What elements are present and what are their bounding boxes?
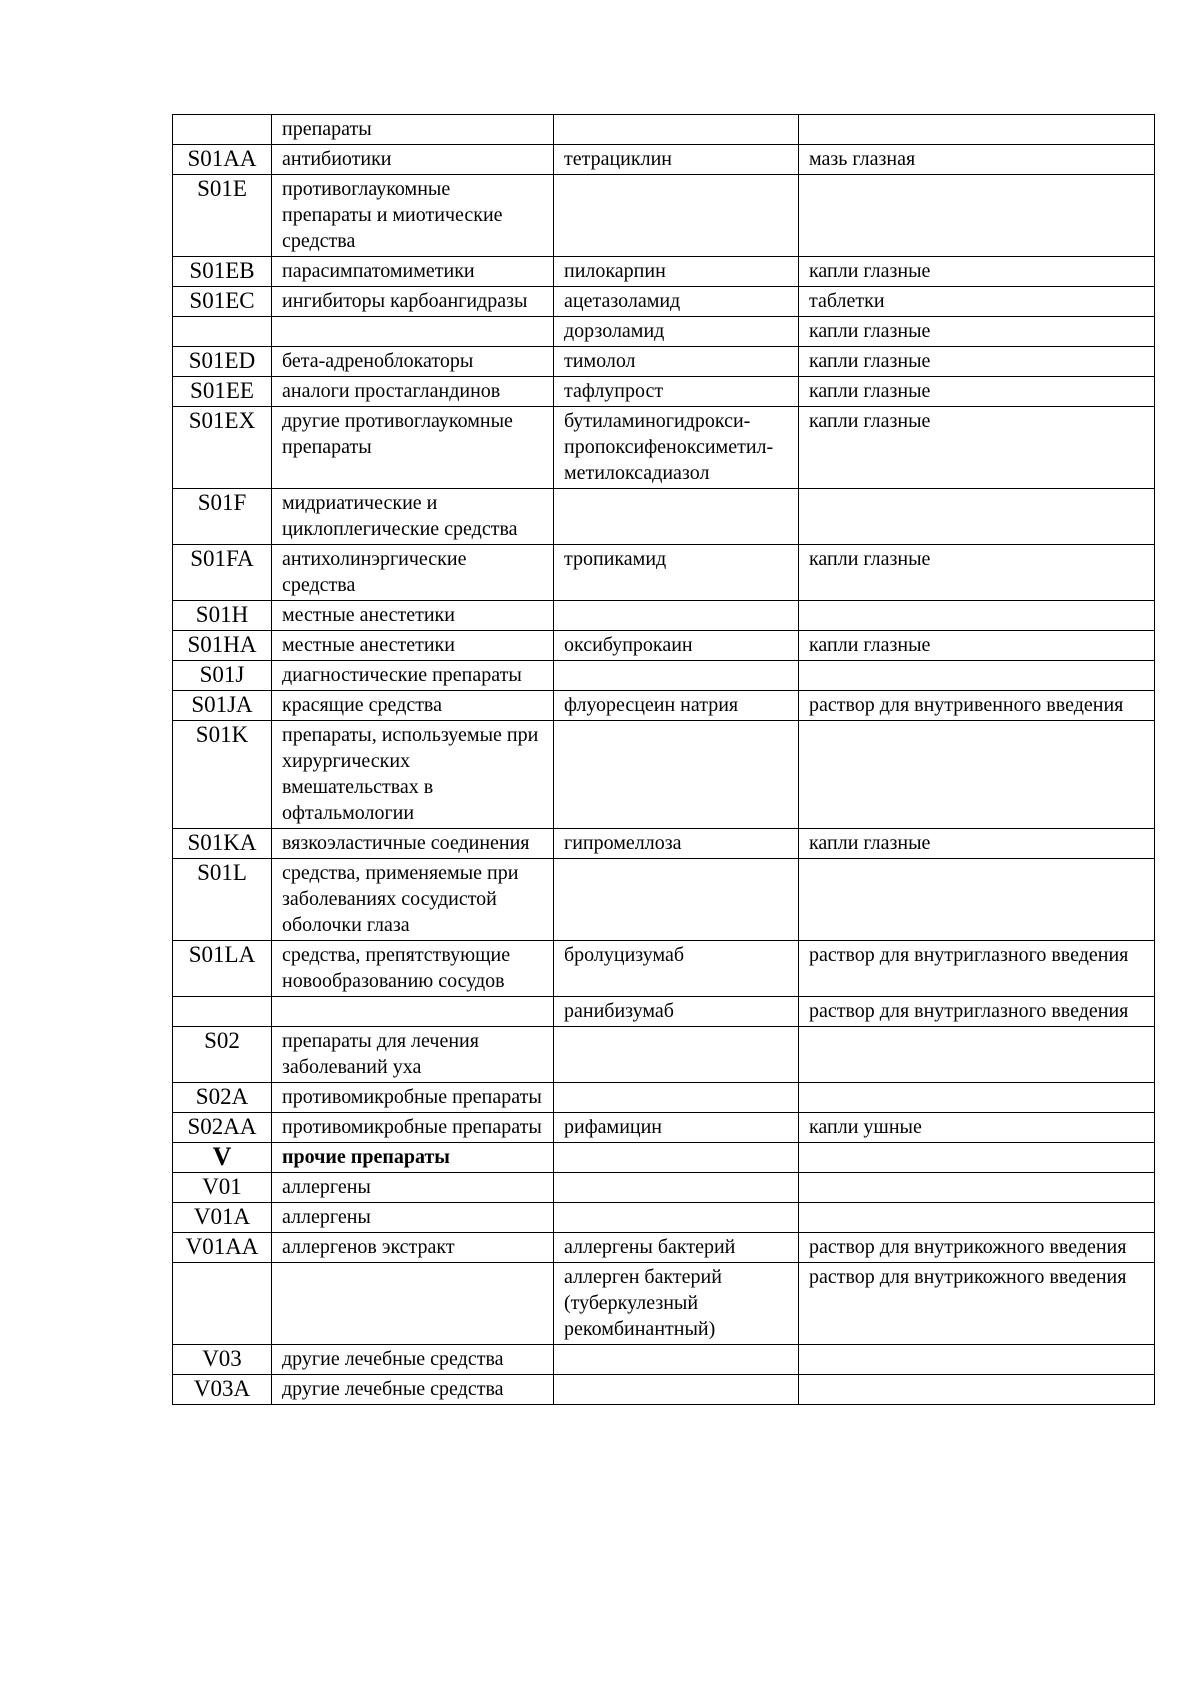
group-name-cell: аллергенов экстракт bbox=[272, 1233, 554, 1263]
group-name-cell: противомикробные препараты bbox=[272, 1113, 554, 1143]
group-name-cell: другие противоглаукомные препараты bbox=[272, 407, 554, 489]
dosage-form-cell: таблетки bbox=[799, 287, 1155, 317]
dosage-form-cell: капли глазные bbox=[799, 829, 1155, 859]
drug-name-cell: рифамицин bbox=[554, 1113, 799, 1143]
dosage-form-cell: раствор для внутрикожного введения bbox=[799, 1233, 1155, 1263]
dosage-form-cell: раствор для внутривенного введения bbox=[799, 691, 1155, 721]
table-row bbox=[173, 377, 1155, 407]
dosage-form-cell bbox=[799, 1143, 1155, 1173]
group-name-cell: препараты, используемые при хирургических вмешательствах в офтальмологии bbox=[272, 721, 554, 829]
dosage-form-cell: раствор для внутрикожного введения bbox=[799, 1263, 1155, 1345]
dosage-form-cell bbox=[799, 1203, 1155, 1233]
group-name-cell: противомикробные препараты bbox=[272, 1083, 554, 1113]
table-row bbox=[173, 661, 1155, 691]
table-row bbox=[173, 175, 1155, 257]
table-row bbox=[173, 941, 1155, 997]
atc-code-cell bbox=[173, 997, 272, 1027]
drug-name-cell: гипромеллоза bbox=[554, 829, 799, 859]
table-row bbox=[173, 545, 1155, 601]
group-name-cell: вязкоэластичные соединения bbox=[272, 829, 554, 859]
table-row bbox=[173, 631, 1155, 661]
group-name-cell: местные анестетики bbox=[272, 631, 554, 661]
dosage-form-cell bbox=[799, 115, 1155, 145]
dosage-form-cell bbox=[799, 1375, 1155, 1405]
drug-name-cell: тропикамид bbox=[554, 545, 799, 601]
table-row bbox=[173, 1203, 1155, 1233]
drug-name-cell: дорзоламид bbox=[554, 317, 799, 347]
group-name-cell: аллергены bbox=[272, 1203, 554, 1233]
atc-code-cell: S02 bbox=[173, 1027, 272, 1083]
atc-code-cell: S02A bbox=[173, 1083, 272, 1113]
drug-name-cell: тафлупрост bbox=[554, 377, 799, 407]
table-row bbox=[173, 1263, 1155, 1345]
atc-code-cell: S01J bbox=[173, 661, 272, 691]
atc-code-cell: V03A bbox=[173, 1375, 272, 1405]
table-row bbox=[173, 691, 1155, 721]
drug-name-cell: аллергены бактерий bbox=[554, 1233, 799, 1263]
atc-code-cell: S01EX bbox=[173, 407, 272, 489]
group-name-cell: средства, применяемые при заболеваниях сосудистой оболочки глаза bbox=[272, 859, 554, 941]
group-name-cell: диагностические препараты bbox=[272, 661, 554, 691]
atc-code-cell: S01KA bbox=[173, 829, 272, 859]
table-row bbox=[173, 145, 1155, 175]
dosage-form-cell: мазь глазная bbox=[799, 145, 1155, 175]
group-name-cell: мидриатические и циклоплегические средства bbox=[272, 489, 554, 545]
drug-name-cell: оксибупрокаин bbox=[554, 631, 799, 661]
group-name-cell: препараты bbox=[272, 115, 554, 145]
atc-code-cell: V01A bbox=[173, 1203, 272, 1233]
dosage-form-cell: капли глазные bbox=[799, 545, 1155, 601]
drug-name-cell: тимолол bbox=[554, 347, 799, 377]
drug-name-cell bbox=[554, 859, 799, 941]
atc-code-cell bbox=[173, 115, 272, 145]
group-name-cell: другие лечебные средства bbox=[272, 1375, 554, 1405]
atc-code-cell: S02AA bbox=[173, 1113, 272, 1143]
atc-code-cell: S01FA bbox=[173, 545, 272, 601]
atc-code-cell: V bbox=[173, 1143, 272, 1173]
group-name-cell: антихолинэргические средства bbox=[272, 545, 554, 601]
dosage-form-cell: капли глазные bbox=[799, 407, 1155, 489]
dosage-form-cell: капли глазные bbox=[799, 377, 1155, 407]
group-name-cell: противоглаукомные препараты и миотические средства bbox=[272, 175, 554, 257]
table-row bbox=[173, 1375, 1155, 1405]
drug-name-cell: тетрациклин bbox=[554, 145, 799, 175]
dosage-form-cell bbox=[799, 489, 1155, 545]
dosage-form-cell: капли глазные bbox=[799, 317, 1155, 347]
drug-table bbox=[172, 114, 1155, 1405]
table-row bbox=[173, 287, 1155, 317]
table-row bbox=[173, 1173, 1155, 1203]
dosage-form-cell: капли глазные bbox=[799, 347, 1155, 377]
atc-code-cell: S01ED bbox=[173, 347, 272, 377]
table-row bbox=[173, 257, 1155, 287]
drug-name-cell: ранибизумаб bbox=[554, 997, 799, 1027]
group-name-cell: препараты для лечения заболеваний уха bbox=[272, 1027, 554, 1083]
drug-name-cell: ацетазоламид bbox=[554, 287, 799, 317]
drug-name-cell bbox=[554, 601, 799, 631]
dosage-form-cell bbox=[799, 1173, 1155, 1203]
atc-code-cell: S01EB bbox=[173, 257, 272, 287]
table-row bbox=[173, 1027, 1155, 1083]
table-row bbox=[173, 1233, 1155, 1263]
atc-code-cell: S01F bbox=[173, 489, 272, 545]
table-row bbox=[173, 317, 1155, 347]
drug-table-body bbox=[173, 115, 1155, 1405]
dosage-form-cell: раствор для внутриглазного введения bbox=[799, 941, 1155, 997]
dosage-form-cell bbox=[799, 859, 1155, 941]
dosage-form-cell bbox=[799, 721, 1155, 829]
group-name-cell: местные анестетики bbox=[272, 601, 554, 631]
group-name-cell: антибиотики bbox=[272, 145, 554, 175]
table-row bbox=[173, 1083, 1155, 1113]
drug-name-cell: аллерген бактерий (туберкулезный рекомбинантный) bbox=[554, 1263, 799, 1345]
table-row bbox=[173, 1113, 1155, 1143]
dosage-form-cell: капли ушные bbox=[799, 1113, 1155, 1143]
group-name-cell: другие лечебные средства bbox=[272, 1345, 554, 1375]
table-row bbox=[173, 115, 1155, 145]
table-row bbox=[173, 721, 1155, 829]
drug-name-cell bbox=[554, 1083, 799, 1113]
atc-code-cell: S01HA bbox=[173, 631, 272, 661]
dosage-form-cell: капли глазные bbox=[799, 257, 1155, 287]
atc-code-cell: S01AA bbox=[173, 145, 272, 175]
dosage-form-cell: раствор для внутриглазного введения bbox=[799, 997, 1155, 1027]
table-row bbox=[173, 1143, 1155, 1173]
drug-name-cell: флуоресцеин натрия bbox=[554, 691, 799, 721]
drug-name-cell bbox=[554, 721, 799, 829]
dosage-form-cell bbox=[799, 175, 1155, 257]
atc-code-cell: S01L bbox=[173, 859, 272, 941]
drug-name-cell: пилокарпин bbox=[554, 257, 799, 287]
dosage-form-cell bbox=[799, 1345, 1155, 1375]
drug-name-cell bbox=[554, 661, 799, 691]
table-row bbox=[173, 859, 1155, 941]
dosage-form-cell bbox=[799, 1083, 1155, 1113]
atc-code-cell: V01 bbox=[173, 1173, 272, 1203]
atc-code-cell: S01LA bbox=[173, 941, 272, 997]
group-name-cell bbox=[272, 997, 554, 1027]
dosage-form-cell bbox=[799, 1027, 1155, 1083]
atc-code-cell: V03 bbox=[173, 1345, 272, 1375]
group-name-cell: аналоги простагландинов bbox=[272, 377, 554, 407]
atc-code-cell bbox=[173, 317, 272, 347]
group-name-cell: ингибиторы карбоангидразы bbox=[272, 287, 554, 317]
atc-code-cell bbox=[173, 1263, 272, 1345]
group-name-cell bbox=[272, 1263, 554, 1345]
drug-name-cell bbox=[554, 175, 799, 257]
table-row bbox=[173, 489, 1155, 545]
dosage-form-cell bbox=[799, 601, 1155, 631]
group-name-cell: средства, препятствующие новообразованию сосудов bbox=[272, 941, 554, 997]
dosage-form-cell bbox=[799, 661, 1155, 691]
atc-code-cell: S01JA bbox=[173, 691, 272, 721]
atc-code-cell: S01E bbox=[173, 175, 272, 257]
table-row bbox=[173, 407, 1155, 489]
atc-code-cell: S01EC bbox=[173, 287, 272, 317]
table-row bbox=[173, 1345, 1155, 1375]
group-name-cell: красящие средства bbox=[272, 691, 554, 721]
table-row bbox=[173, 347, 1155, 377]
atc-code-cell: S01H bbox=[173, 601, 272, 631]
drug-name-cell bbox=[554, 1375, 799, 1405]
drug-name-cell: бутиламиногидрокси-пропоксифеноксиметил-метилоксадиазол bbox=[554, 407, 799, 489]
atc-code-cell: S01EE bbox=[173, 377, 272, 407]
drug-name-cell bbox=[554, 115, 799, 145]
drug-name-cell bbox=[554, 1027, 799, 1083]
drug-name-cell bbox=[554, 1345, 799, 1375]
drug-name-cell: бролуцизумаб bbox=[554, 941, 799, 997]
dosage-form-cell: капли глазные bbox=[799, 631, 1155, 661]
drug-name-cell bbox=[554, 1143, 799, 1173]
atc-code-cell: S01K bbox=[173, 721, 272, 829]
table-row bbox=[173, 829, 1155, 859]
drug-name-cell bbox=[554, 1173, 799, 1203]
group-name-cell: парасимпатомиметики bbox=[272, 257, 554, 287]
group-name-cell: бета-адреноблокаторы bbox=[272, 347, 554, 377]
table-row bbox=[173, 997, 1155, 1027]
group-name-cell: аллергены bbox=[272, 1173, 554, 1203]
drug-name-cell bbox=[554, 1203, 799, 1233]
atc-code-cell: V01AA bbox=[173, 1233, 272, 1263]
table-row bbox=[173, 601, 1155, 631]
drug-name-cell bbox=[554, 489, 799, 545]
group-name-cell: прочие препараты bbox=[272, 1143, 554, 1173]
group-name-cell bbox=[272, 317, 554, 347]
